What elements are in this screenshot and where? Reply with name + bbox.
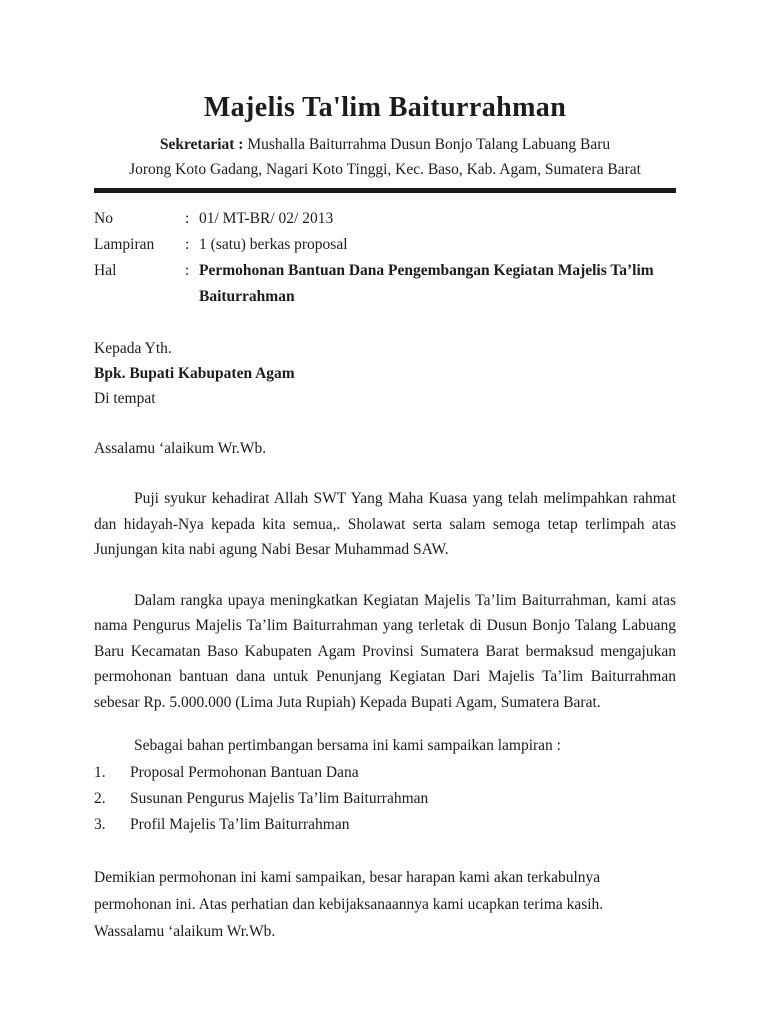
address-line: Jorong Koto Gadang, Nagari Koto Tinggi, Kec. Baso, Kab. Agam, Sumatera Barat xyxy=(129,161,641,178)
recipient-kepada: Kepada Yth. xyxy=(94,340,172,357)
attachment-item xyxy=(94,812,676,838)
hal-colon: : xyxy=(185,262,190,279)
meta-row-lampiran xyxy=(94,232,676,258)
attachments-intro: Sebagai bahan pertimbangan bersama ini kami sampaikan lampiran : xyxy=(134,737,561,754)
letterhead-divider xyxy=(94,188,676,193)
attachment-text: Susunan Pengurus Majelis Ta’lim Baiturrahman xyxy=(130,790,429,807)
attachment-text: Proposal Permohonan Bantuan Dana xyxy=(130,764,359,781)
attachment-text: Profil Majelis Ta’lim Baiturrahman xyxy=(130,816,350,833)
lampiran-value: 1 (satu) berkas proposal xyxy=(199,236,348,253)
meta-row-no xyxy=(94,206,676,232)
meta-row-hal xyxy=(94,258,676,310)
letter-content xyxy=(94,0,676,945)
attachment-item xyxy=(94,786,676,812)
attachment-number: 2. xyxy=(94,790,106,807)
closing-block xyxy=(94,864,676,945)
secretariat-line xyxy=(94,136,676,154)
recipient-place: Di tempat xyxy=(94,390,156,407)
recipient-block xyxy=(94,336,676,411)
closing-salutation: Wassalamu ‘alaikum Wr.Wb. xyxy=(94,923,276,940)
no-colon: : xyxy=(185,210,190,227)
hal-label: Hal xyxy=(94,262,117,279)
letter-meta xyxy=(94,206,676,310)
secretariat-label: Sekretariat : xyxy=(159,136,244,153)
letterhead xyxy=(94,0,676,193)
organization-title: Majelis Ta'lim Baiturrahman xyxy=(203,92,567,123)
attachment-item xyxy=(94,760,676,786)
lampiran-label: Lampiran xyxy=(94,236,155,253)
attachment-number: 3. xyxy=(94,816,106,833)
opening-salutation: Assalamu ‘alaikum Wr.Wb. xyxy=(94,440,267,457)
secretariat-text: Mushalla Baiturrahma Dusun Bonjo Talang Labuang Baru xyxy=(247,136,611,153)
attachments-list xyxy=(94,760,676,838)
closing-paragraph: Demikian permohonan ini kami sampaikan, besar harapan kami akan terkabulnya permohonan ini. Atas perhatian dan kebijaksanaannya kami ucapkan terima kasih. xyxy=(94,869,604,913)
recipient-name: Bpk. Bupati Kabupaten Agam xyxy=(94,365,295,382)
body-paragraph-2: Dalam rangka upaya meningkatkan Kegiatan Majelis Ta’lim Baiturrahman, kami atas nama Pengurus Majelis Ta’lim Baiturrahman yang terletak di Dusun Bonjo Talang Labuang Baru Kecamatan Baso Kabupaten Agam Provinsi Sumatera Barat bermaksud mengajukan permohonan bantuan dana untuk Penunjang Kegiatan Dari Majelis Ta’lim Baiturrahman sebesar Rp. 5.000.000 (Lima Juta Rupiah) Kepada Bupati Agam, Sumatera Barat. xyxy=(94,591,676,711)
hal-value: Permohonan Bantuan Dana Pengembangan Kegiatan Majelis Ta’lim Baiturrahman xyxy=(199,262,654,305)
no-label: No xyxy=(94,210,113,227)
body-paragraph-1: Puji syukur kehadirat Allah SWT Yang Maha Kuasa yang telah melimpahkan rahmat dan hidayah-Nya kepada kita semua,. Sholawat serta salam semoga tetap terlimpah atas Junjungan kita nabi agung Nabi Besar Muhammad SAW. xyxy=(94,490,676,558)
no-value: 01/ MT-BR/ 02/ 2013 xyxy=(199,210,334,227)
attachment-number: 1. xyxy=(94,764,106,781)
lampiran-colon: : xyxy=(185,236,190,253)
